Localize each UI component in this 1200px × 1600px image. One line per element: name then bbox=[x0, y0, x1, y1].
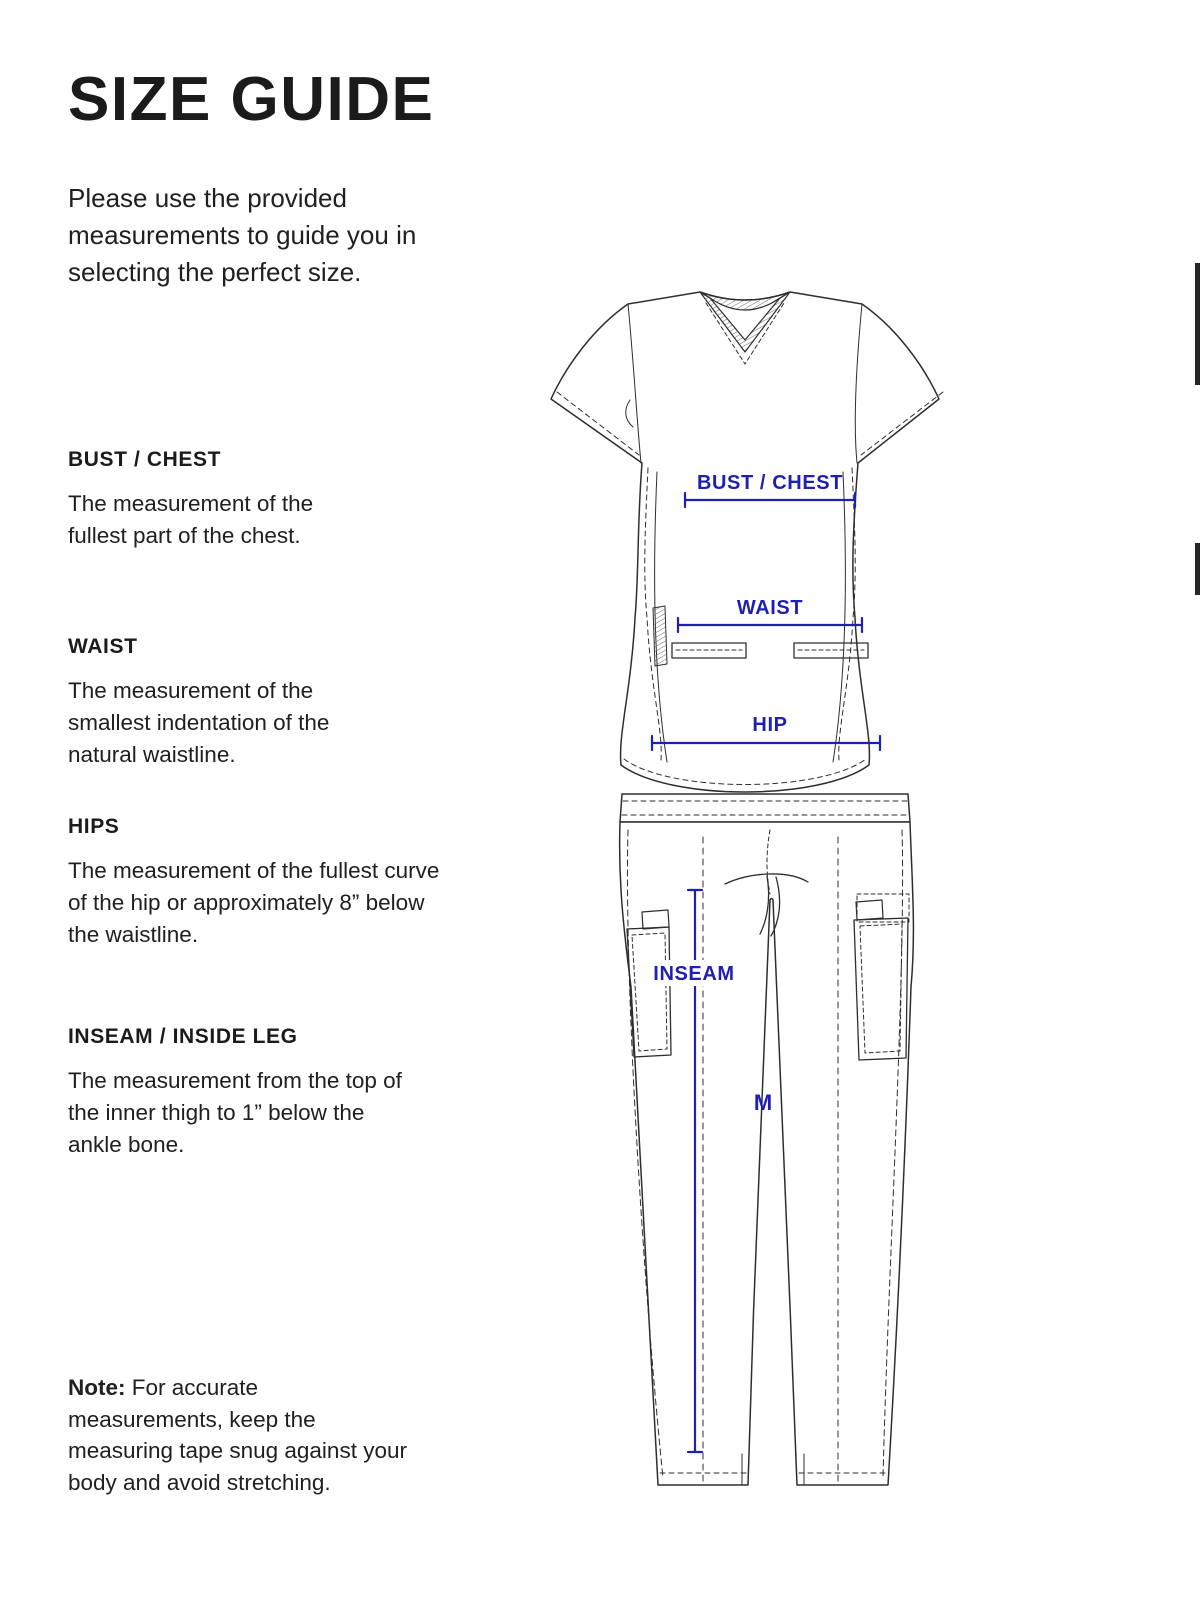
definition-heading-inseam: INSEAM / INSIDE LEG bbox=[68, 1025, 298, 1048]
measurement-note bbox=[68, 1372, 418, 1498]
definition-body-inseam: The measurement from the top of the inner thigh to 1” below the ankle bone. bbox=[68, 1068, 402, 1157]
definition-body-waist: The measurement of the smallest indentation of the natural waistline. bbox=[68, 678, 330, 767]
page-title: SIZE GUIDE bbox=[68, 65, 435, 134]
definition-body-bust: The measurement of the fullest part of the chest. bbox=[68, 491, 314, 548]
bust-label: BUST / CHEST bbox=[696, 472, 844, 494]
edge-artifact bbox=[1195, 543, 1200, 595]
waist-label: WAIST bbox=[736, 597, 804, 619]
size-diagram bbox=[520, 272, 980, 1534]
inseam-label: INSEAM bbox=[653, 963, 735, 985]
definition-heading-waist: WAIST bbox=[68, 635, 138, 658]
scrub-pants-drawing bbox=[620, 794, 914, 1485]
hip-label: HIP bbox=[752, 714, 788, 736]
size-label: M bbox=[753, 1090, 773, 1115]
note-text: For accurate measurements, keep the measuring tape snug against your body and avoid stretching. bbox=[68, 1375, 407, 1495]
definition-heading-bust: BUST / CHEST bbox=[68, 448, 222, 471]
definition-body-hips: The measurement of the fullest curve of the hip or approximately 8” below the waistline. bbox=[68, 858, 440, 947]
edge-artifact bbox=[1195, 263, 1200, 385]
intro-text: Please use the provided measurements to guide you in selecting the perfect size. bbox=[68, 183, 417, 287]
definition-hips bbox=[68, 815, 458, 951]
definition-inseam bbox=[68, 1025, 416, 1161]
definition-waist bbox=[68, 635, 380, 771]
definition-heading-hips: HIPS bbox=[68, 815, 120, 838]
definition-bust-chest bbox=[68, 448, 356, 552]
note-label: Note: bbox=[68, 1375, 126, 1400]
garment-illustration bbox=[520, 272, 980, 1534]
scrub-top-drawing bbox=[551, 292, 943, 792]
